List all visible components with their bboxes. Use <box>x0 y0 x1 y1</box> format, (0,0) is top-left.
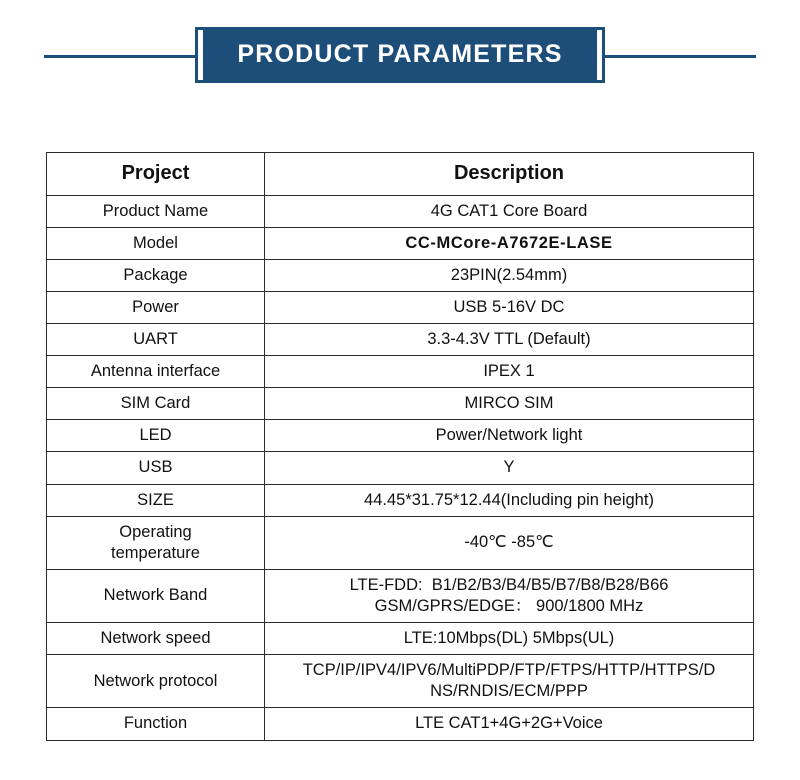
row-value: LTE:10Mbps(DL) 5Mbps(UL) <box>265 623 754 655</box>
row-value-line2: NS/RNDIS/ECM/PPP <box>430 682 588 701</box>
table-row <box>47 259 754 291</box>
row-value: MIRCO SIM <box>265 388 754 420</box>
row-key: Network protocol <box>47 655 265 708</box>
row-key: LED <box>47 420 265 452</box>
row-value-line2: GSM/GPRS/EDGE： 900/1800 MHz <box>374 597 644 616</box>
spec-table <box>46 152 754 741</box>
table-row <box>47 516 754 569</box>
table-header-row <box>47 153 754 196</box>
table-row <box>47 655 754 708</box>
row-value: LTE CAT1+4G+2G+Voice <box>265 708 754 740</box>
row-value: 44.45*31.75*12.44(Including pin height) <box>265 484 754 516</box>
row-key: Power <box>47 291 265 323</box>
row-key-line2: temperature <box>111 543 200 562</box>
table-row <box>47 420 754 452</box>
table-row <box>47 484 754 516</box>
table-row <box>47 452 754 484</box>
row-key: Package <box>47 259 265 291</box>
row-value: IPEX 1 <box>265 356 754 388</box>
row-key-line1: Operating <box>119 522 192 541</box>
header-project: Project <box>47 153 265 196</box>
row-value: Power/Network light <box>265 420 754 452</box>
page-title: PRODUCT PARAMETERS <box>198 30 601 80</box>
row-key: Antenna interface <box>47 356 265 388</box>
row-value: Y <box>265 452 754 484</box>
table-row <box>47 388 754 420</box>
table-row <box>47 708 754 740</box>
row-key: UART <box>47 324 265 356</box>
table-row <box>47 324 754 356</box>
table-row <box>47 291 754 323</box>
header-description: Description <box>265 153 754 196</box>
row-value-line1: LTE-FDD: B1/B2/B3/B4/B5/B7/B8/B28/B66 <box>349 575 669 594</box>
table-row <box>47 623 754 655</box>
row-key: Product Name <box>47 195 265 227</box>
row-key <box>47 516 265 569</box>
row-value: USB 5-16V DC <box>265 291 754 323</box>
table-row <box>47 227 754 259</box>
row-key: SIM Card <box>47 388 265 420</box>
row-key: USB <box>47 452 265 484</box>
table-row <box>47 195 754 227</box>
spec-table-wrapper <box>46 152 754 741</box>
row-value <box>265 655 754 708</box>
row-value-line1: TCP/IP/IPV4/IPV6/MultiPDP/FTP/FTPS/HTTP/HTTPS/D <box>302 661 716 680</box>
row-value: CC-MCore-A7672E-LASE <box>265 227 754 259</box>
row-value: 3.3-4.3V TTL (Default) <box>265 324 754 356</box>
banner <box>0 0 800 110</box>
row-key: Model <box>47 227 265 259</box>
row-key: Function <box>47 708 265 740</box>
row-key: Network speed <box>47 623 265 655</box>
row-value: 4G CAT1 Core Board <box>265 195 754 227</box>
row-key: SIZE <box>47 484 265 516</box>
table-row <box>47 356 754 388</box>
row-key: Network Band <box>47 569 265 622</box>
table-row <box>47 569 754 622</box>
row-value: -40℃ -85℃ <box>265 516 754 569</box>
row-value: 23PIN(2.54mm) <box>265 259 754 291</box>
row-value <box>265 569 754 622</box>
